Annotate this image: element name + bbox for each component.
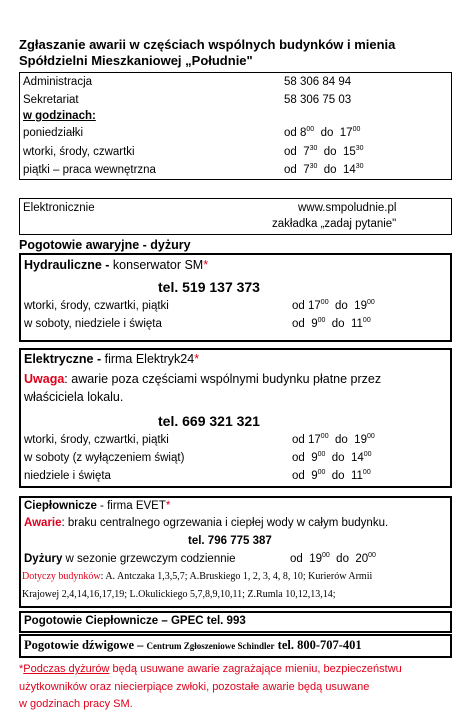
- admin-label: Administracja: [23, 76, 93, 88]
- heating-title: Ciepłownicze - firma EVET*: [24, 500, 171, 512]
- plumbing-title: Hydrauliczne - konserwator SM*: [24, 258, 209, 272]
- hours-label: w godzinach:: [23, 110, 96, 122]
- footnote-line-2: użytkowników oraz niecierpiące zwłoki, pozostałe awarie będą usuwane: [19, 681, 370, 693]
- lift-label: Pogotowie dźwigowe – Centrum Zgłoszeniowe Schindler tel. 800-707-401: [24, 638, 362, 652]
- electronic-label: Elektronicznie: [23, 202, 95, 214]
- tue-thu-hours: od $7^{30}$ do $15^{30}$: [284, 145, 364, 158]
- website-link[interactable]: www.smpoludnie.pl: [298, 202, 397, 214]
- friday-label: piątki – praca wewnętrzna: [23, 164, 156, 176]
- title-line-2: Spółdzielni Mieszkaniowej „Południe": [19, 53, 253, 68]
- plumbing-weekend: w soboty, niedziele i święta: [24, 318, 162, 330]
- plumbing-weekend-hours: od $9^{00}$ do $11^{00}$: [292, 317, 371, 330]
- admin-phone: 58 306 84 94: [284, 76, 352, 88]
- emergency-heading: Pogotowie awaryjne - dyżury: [19, 238, 191, 252]
- heating-fault: Awarie: braku centralnego ogrzewania i ciepłej wody w całym budynku.: [24, 517, 389, 529]
- plumbing-weekdays: wtorki, środy, czwartki, piątki: [24, 300, 169, 312]
- title-line-1: Zgłaszanie awarii w częściach wspólnych budynków i mienia: [19, 37, 396, 52]
- monday-hours: od $8^{00}$ do $17^{00}$: [284, 126, 361, 139]
- ask-question-tab: zakładka „zadaj pytanie": [272, 218, 397, 230]
- electrical-warning-cont: właściciela lokalu.: [24, 390, 124, 404]
- plumbing-phone: tel. 519 137 373: [158, 279, 260, 295]
- electrical-weekdays-hours: od $17^{00}$ do $19^{00}$: [292, 433, 375, 446]
- electrical-warning: Uwaga: awarie poza częściami wspólnymi budynku płatne przez: [24, 372, 382, 386]
- electrical-title: Elektryczne - firma Elektryk24*: [24, 352, 200, 366]
- electrical-saturday-hours: od $9^{00}$ do $14^{00}$: [292, 451, 372, 464]
- document-title: [19, 37, 459, 69]
- gpec-label: Pogotowie Ciepłownicze – GPEC tel. 993: [24, 615, 246, 627]
- tue-thu-label: wtorki, środy, czwartki: [23, 146, 135, 158]
- electrical-weekdays: wtorki, środy, czwartki, piątki: [24, 434, 169, 446]
- friday-hours: od $7^{30}$ do $14^{30}$: [284, 163, 364, 176]
- heating-duty: Dyżury w sezonie grzewczym codziennie: [24, 553, 236, 565]
- electrical-sunday: niedziele i święta: [24, 470, 111, 482]
- electrical-phone: tel. 669 321 321: [158, 413, 260, 429]
- secretariat-label: Sekretariat: [23, 94, 79, 106]
- footnote-line-3: w godzinach pracy SM.: [19, 698, 133, 710]
- secretariat-phone: 58 306 75 03: [284, 94, 352, 106]
- electrical-saturday: w soboty (z wyłączeniem świąt): [24, 452, 185, 464]
- footnote-line-1: *Podczas dyżurów będą usuwane awarie zagrażające mieniu, bezpieczeństwu: [19, 663, 402, 675]
- heating-duty-hours: od $19^{00}$ do $20^{00}$: [290, 552, 376, 565]
- heating-buildings-cont: Krajowej 2,4,14,16,17,19; L.Okulickiego 5,7,8,9,10,11; Z.Rumla 10,12,13,14;: [22, 589, 336, 600]
- monday-label: poniedziałki: [23, 127, 84, 139]
- heating-buildings: Dotyczy budynków: A. Antczaka 1,3,5,7; A.Bruskiego 1, 2, 3, 4, 8, 10; Kurierów Armii: [22, 571, 373, 582]
- electrical-sunday-hours: od $9^{00}$ do $11^{00}$: [292, 469, 371, 482]
- plumbing-weekdays-hours: od $17^{00}$ do $19^{00}$: [292, 299, 375, 312]
- heating-phone: tel. 796 775 387: [188, 535, 272, 547]
